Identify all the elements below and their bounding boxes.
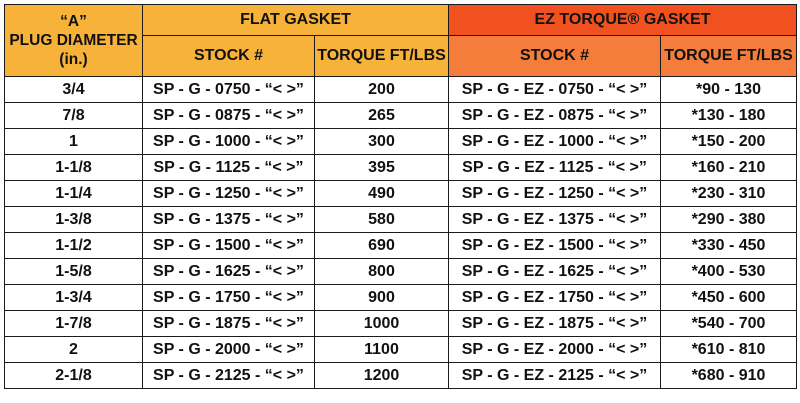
ez-torque-cell: *680 - 910	[661, 363, 797, 389]
flat-stock-cell: SP - G - 1500 - “< >”	[143, 233, 315, 259]
flat-stock-cell: SP - G - 2125 - “< >”	[143, 363, 315, 389]
flat-torque-cell: 300	[315, 129, 449, 155]
table-body	[5, 77, 797, 389]
ez-stock-cell: SP - G - EZ - 0875 - “< >”	[449, 103, 661, 129]
table-row	[5, 285, 797, 311]
ez-torque-gasket-header: EZ TORQUE® GASKET	[449, 5, 797, 36]
table-row	[5, 337, 797, 363]
ez-stock-cell: SP - G - EZ - 1125 - “< >”	[449, 155, 661, 181]
ez-torque-cell: *330 - 450	[661, 233, 797, 259]
plug-diameter-cell: 7/8	[5, 103, 143, 129]
plug-header-line3: (in.)	[59, 51, 88, 68]
ez-torque-cell: *610 - 810	[661, 337, 797, 363]
ez-stock-cell: SP - G - EZ - 1250 - “< >”	[449, 181, 661, 207]
plug-diameter-cell: 1-3/8	[5, 207, 143, 233]
plug-diameter-header	[5, 5, 143, 77]
table-row	[5, 103, 797, 129]
plug-diameter-cell: 3/4	[5, 77, 143, 103]
flat-stock-cell: SP - G - 1125 - “< >”	[143, 155, 315, 181]
ez-stock-cell: SP - G - EZ - 2000 - “< >”	[449, 337, 661, 363]
plug-diameter-cell: 1-1/8	[5, 155, 143, 181]
flat-stock-cell: SP - G - 1375 - “< >”	[143, 207, 315, 233]
flat-stock-cell: SP - G - 1000 - “< >”	[143, 129, 315, 155]
flat-torque-cell: 580	[315, 207, 449, 233]
plug-header-line1: “A”	[60, 13, 87, 30]
flat-stock-header: STOCK #	[143, 36, 315, 77]
plug-diameter-cell: 1	[5, 129, 143, 155]
ez-torque-cell: *160 - 210	[661, 155, 797, 181]
table-row	[5, 129, 797, 155]
plug-diameter-cell: 1-1/4	[5, 181, 143, 207]
ez-torque-cell: *90 - 130	[661, 77, 797, 103]
plug-diameter-cell: 1-1/2	[5, 233, 143, 259]
ez-torque-cell: *450 - 600	[661, 285, 797, 311]
flat-stock-cell: SP - G - 2000 - “< >”	[143, 337, 315, 363]
plug-diameter-cell: 2-1/8	[5, 363, 143, 389]
flat-torque-cell: 1000	[315, 311, 449, 337]
plug-diameter-cell: 1-7/8	[5, 311, 143, 337]
ez-torque-header: TORQUE FT/LBS	[661, 36, 797, 77]
flat-torque-cell: 1200	[315, 363, 449, 389]
ez-torque-cell: *230 - 310	[661, 181, 797, 207]
flat-stock-cell: SP - G - 0750 - “< >”	[143, 77, 315, 103]
ez-torque-cell: *400 - 530	[661, 259, 797, 285]
ez-stock-cell: SP - G - EZ - 1625 - “< >”	[449, 259, 661, 285]
flat-torque-cell: 265	[315, 103, 449, 129]
flat-torque-cell: 900	[315, 285, 449, 311]
header-row-groups	[5, 5, 797, 36]
ez-stock-cell: SP - G - EZ - 1375 - “< >”	[449, 207, 661, 233]
ez-torque-cell: *150 - 200	[661, 129, 797, 155]
flat-torque-cell: 1100	[315, 337, 449, 363]
ez-stock-cell: SP - G - EZ - 2125 - “< >”	[449, 363, 661, 389]
table-row	[5, 181, 797, 207]
table-row	[5, 77, 797, 103]
gasket-torque-table	[4, 4, 797, 389]
flat-stock-cell: SP - G - 1250 - “< >”	[143, 181, 315, 207]
flat-torque-header: TORQUE FT/LBS	[315, 36, 449, 77]
ez-stock-cell: SP - G - EZ - 1000 - “< >”	[449, 129, 661, 155]
flat-torque-cell: 800	[315, 259, 449, 285]
flat-stock-cell: SP - G - 1625 - “< >”	[143, 259, 315, 285]
ez-stock-header: STOCK #	[449, 36, 661, 77]
plug-diameter-cell: 1-3/4	[5, 285, 143, 311]
flat-gasket-header: FLAT GASKET	[143, 5, 449, 36]
ez-stock-cell: SP - G - EZ - 1875 - “< >”	[449, 311, 661, 337]
plug-diameter-cell: 2	[5, 337, 143, 363]
table-row	[5, 155, 797, 181]
ez-stock-cell: SP - G - EZ - 1750 - “< >”	[449, 285, 661, 311]
flat-stock-cell: SP - G - 0875 - “< >”	[143, 103, 315, 129]
table-row	[5, 363, 797, 389]
table-row	[5, 207, 797, 233]
table-row	[5, 311, 797, 337]
ez-stock-cell: SP - G - EZ - 0750 - “< >”	[449, 77, 661, 103]
plug-header-line2: PLUG DIAMETER	[9, 32, 138, 49]
flat-stock-cell: SP - G - 1875 - “< >”	[143, 311, 315, 337]
flat-stock-cell: SP - G - 1750 - “< >”	[143, 285, 315, 311]
ez-torque-cell: *540 - 700	[661, 311, 797, 337]
ez-stock-cell: SP - G - EZ - 1500 - “< >”	[449, 233, 661, 259]
flat-torque-cell: 200	[315, 77, 449, 103]
plug-diameter-cell: 1-5/8	[5, 259, 143, 285]
flat-torque-cell: 395	[315, 155, 449, 181]
table-row	[5, 233, 797, 259]
ez-torque-cell: *290 - 380	[661, 207, 797, 233]
ez-torque-cell: *130 - 180	[661, 103, 797, 129]
flat-torque-cell: 490	[315, 181, 449, 207]
table-row	[5, 259, 797, 285]
flat-torque-cell: 690	[315, 233, 449, 259]
gasket-torque-table-wrapper	[4, 4, 797, 389]
